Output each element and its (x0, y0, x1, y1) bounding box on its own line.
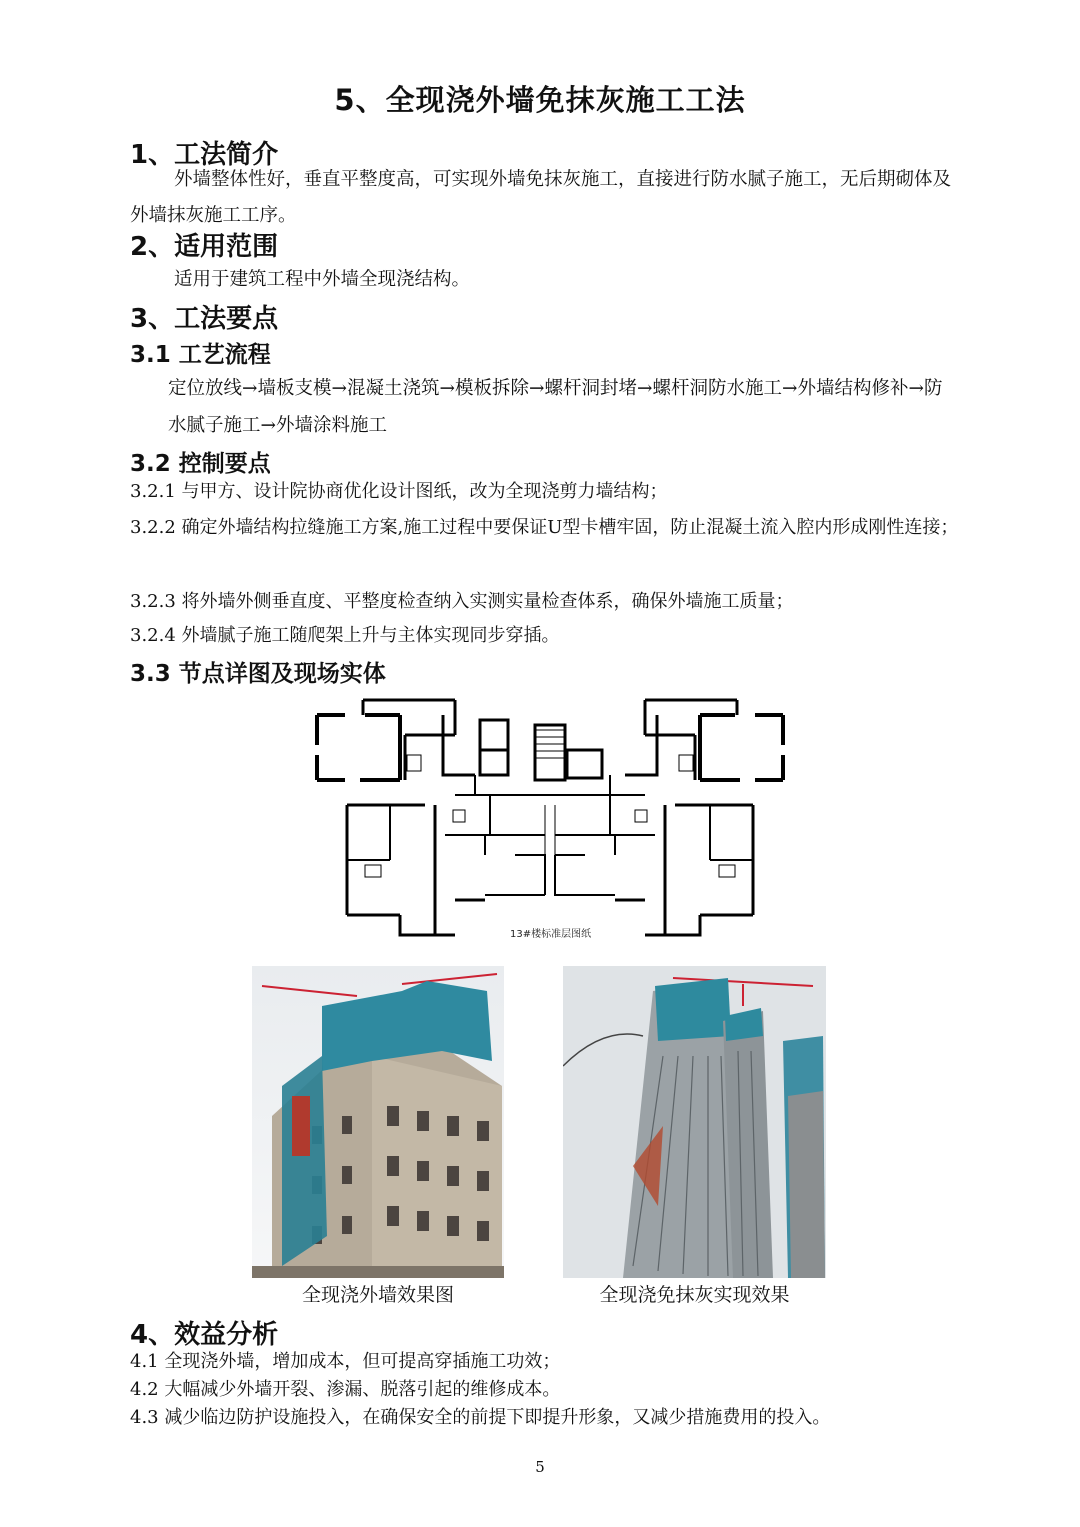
control-point-2: 3.2.2 确定外墙结构拉缝施工方案,施工过程中要保证U型卡槽牢固，防止混凝土流入腔内形成刚性连接； (130, 517, 959, 538)
section-3-2-heading: 3.2 控制要点 (130, 451, 271, 477)
benefit-1: 4.1 全现浇外墙，增加成本，但可提高穿插施工功效； (130, 1351, 561, 1372)
page-number: 5 (535, 1458, 545, 1476)
photo-plaster-free-result (563, 966, 826, 1278)
section-3-1-heading: 3.1 工艺流程 (130, 342, 271, 368)
section-2-text: 适用于建筑工程中外墙全现浇结构。 (174, 269, 471, 290)
photo-2-caption: 全现浇免抹灰实现效果 (599, 1284, 790, 1306)
section-1-text: 外墙整体性好，垂直平整度高，可实现外墙免抹灰施工，直接进行防水腻子施工，无后期砌体及外墙抹灰施工工序。 (130, 169, 952, 226)
benefit-2: 4.2 大幅减少外墙开裂、渗漏、脱落引起的维修成本。 (130, 1379, 561, 1400)
control-point-1: 3.2.1 与甲方、设计院协商优化设计图纸，改为全现浇剪力墙结构； (130, 481, 668, 502)
section-4-heading: 4、效益分析 (130, 1320, 279, 1350)
benefit-3: 4.3 减少临边防护设施投入，在确保安全的前提下即提升形象，又减少措施费用的投入。 (130, 1407, 831, 1428)
floor-plan-label: 13#楼标准层图纸 (510, 929, 592, 940)
floor-plan-drawing (305, 695, 795, 945)
control-point-3: 3.2.3 将外墙外侧垂直度、平整度检查纳入实测实量检查体系，确保外墙施工质量； (130, 591, 794, 612)
page-title: 5、全现浇外墙免抹灰施工工法 (334, 83, 746, 117)
section-3-1-text: 定位放线→墙板支模→混凝土浇筑→模板拆除→螺杆洞封堵→螺杆洞防水施工→外墙结构修补→防水腻子施工→外墙涂料施工 (168, 378, 943, 436)
section-3-3-heading: 3.3 节点详图及现场实体 (130, 661, 386, 687)
photo-cast-in-place-exterior-wall (252, 966, 504, 1278)
photo-1-caption: 全现浇外墙效果图 (301, 1284, 454, 1306)
section-3-heading: 3、工法要点 (130, 304, 279, 334)
section-1-heading: 1、工法简介 (130, 140, 279, 170)
control-point-4: 3.2.4 外墙腻子施工随爬架上升与主体实现同步穿插。 (130, 625, 560, 646)
section-2-heading: 2、适用范围 (130, 232, 279, 262)
